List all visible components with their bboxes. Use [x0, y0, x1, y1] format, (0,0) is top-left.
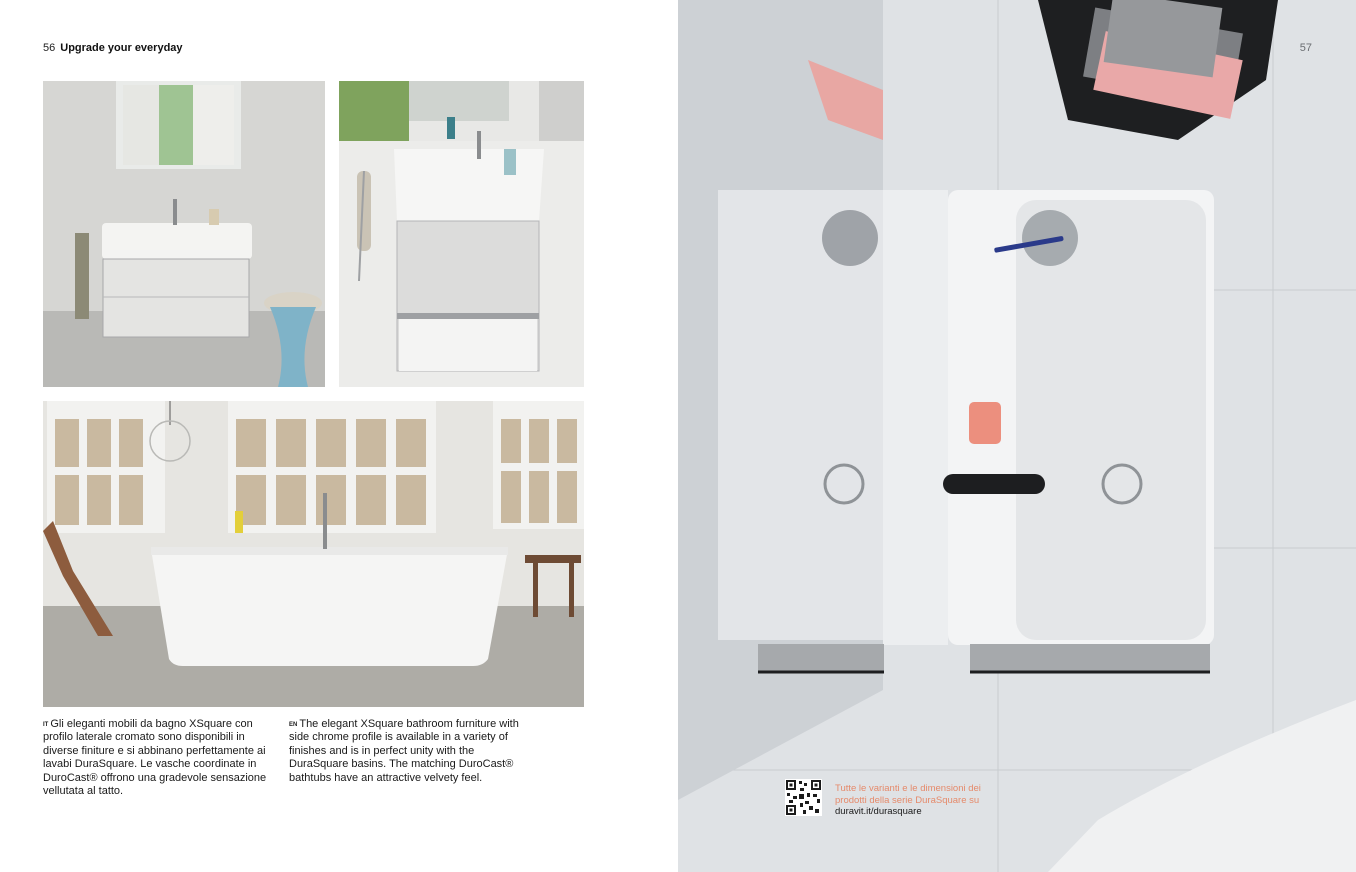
page-number-left: 56 — [43, 42, 56, 54]
right-page — [678, 0, 1356, 872]
website-link[interactable]: duravit.it/durasquare — [835, 806, 922, 818]
qr-caption-line-1: Tutte le varianti e le dimensioni dei — [835, 783, 981, 794]
qr-caption — [835, 783, 1005, 818]
lang-tag-en: EN — [289, 722, 298, 728]
photo-double-basin-top-view — [678, 0, 1356, 872]
caption-english — [289, 718, 521, 785]
qr-caption-line-2: prodotti della serie DuraSquare su — [835, 794, 980, 806]
photo-freestanding-bathtub — [43, 401, 584, 707]
page-number-right: 57 — [1299, 42, 1312, 54]
qr-code-icon[interactable] — [785, 779, 822, 816]
page-title: Upgrade your everyday — [60, 42, 183, 54]
caption-italian — [43, 718, 268, 798]
photo-washbasin-cabinet — [339, 81, 584, 387]
photo-vanity-unit — [43, 81, 325, 387]
page-header — [43, 41, 183, 55]
caption-en-text: The elegant XSquare bathroom furniture with side chrome profile is available in a variety of finishes and is in perfect unity with the DuraSquare basins. The matching DuroCast® bathtubs have an attractive velvety feel. — [289, 718, 519, 784]
lang-tag-it: IT — [43, 722, 49, 728]
caption-it-text: Gli eleganti mobili da bagno XSquare con profilo laterale cromato sono disponibili in diverse finiture e si abbinano perfettamente ai lavabi DuraSquare. Le vasche coordinate in DuroCast® offrono una gradevole sensazione vellutata al tatto. — [43, 718, 267, 798]
